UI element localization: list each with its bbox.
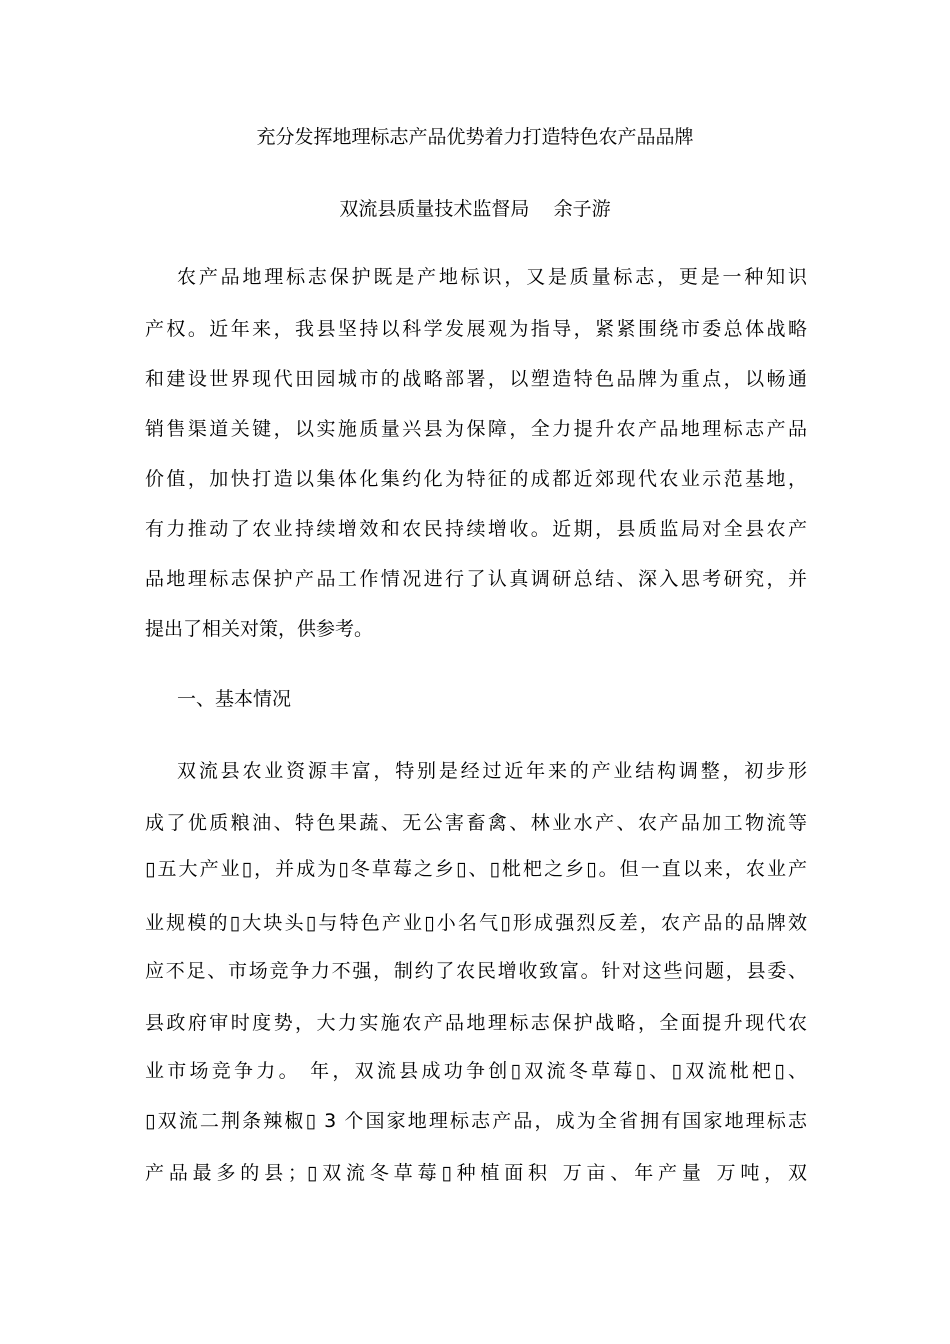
paragraph-line: 销售渠道关键，以实施质量兴县为保障，全力提升农产品地理标志产品 <box>145 418 807 440</box>
paragraph-line: 和建设世界现代田园城市的战略部署，以塑造特色品牌为重点，以畅通 <box>145 368 807 390</box>
paragraph-line: 县政府审时度势，大力实施农产品地理标志保护战略，全面提升现代农 <box>145 1012 807 1034</box>
paragraph-line: 产权。近年来，我县坚持以科学发展观为指导，紧紧围绕市委总体战略 <box>145 318 807 340</box>
paragraph-line: 产品最多的县；▯双流冬草莓▯种植面积 万亩、年产量 万吨，双 <box>145 1162 807 1184</box>
paragraph-line: 价值，加快打造以集体化集约化为特征的成都近郊现代农业示范基地， <box>145 468 807 490</box>
paragraph-line: 品地理标志保护产品工作情况进行了认真调研总结、深入思考研究，并 <box>145 568 807 590</box>
paragraph-line: 农产品地理标志保护既是产地标识，又是质量标志，更是一种知识 <box>177 266 807 288</box>
paragraph-line: 业规模的▯大块头▯与特色产业▯小名气▯形成强烈反差，农产品的品牌效 <box>145 912 807 934</box>
section-heading: 一、基本情况 <box>177 688 292 710</box>
document-title: 充分发挥地理标志产品优势着力打造特色农产品品牌 <box>256 126 694 148</box>
paragraph-line: 成了优质粮油、特色果蔬、无公害畜禽、林业水产、农产品加工物流等 <box>145 812 807 834</box>
paragraph-line: 双流县农业资源丰富，特别是经过近年来的产业结构调整，初步形 <box>177 760 807 782</box>
paragraph-line: 业市场竞争力。 年，双流县成功争创▯双流冬草莓▯、▯双流枇杷▯、 <box>145 1060 807 1082</box>
paragraph-line: 提出了相关对策，供参考。 <box>145 618 374 640</box>
paragraph-line: ▯双流二荆条辣椒▯ 3 个国家地理标志产品，成为全省拥有国家地理标志 <box>145 1110 807 1132</box>
paragraph-line: ▯五大产业▯，并成为▯冬草莓之乡▯、▯枇杷之乡▯。但一直以来，农业产 <box>145 858 807 880</box>
paragraph-line: 应不足、市场竞争力不强，制约了农民增收致富。针对这些问题，县委、 <box>145 960 807 982</box>
paragraph-line: 有力推动了农业持续增效和农民持续增收。近期，县质监局对全县农产 <box>145 518 807 540</box>
author-byline: 双流县质量技术监督局 余子游 <box>339 198 611 220</box>
